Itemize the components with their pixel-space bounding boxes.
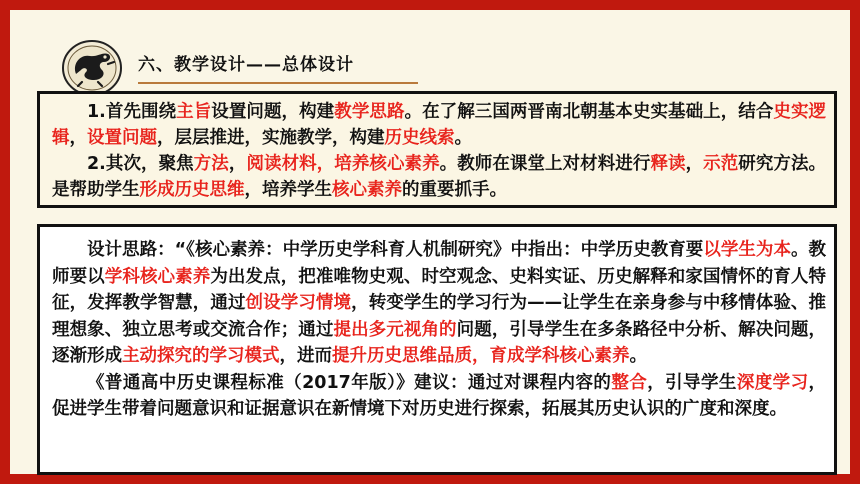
rationale-paragraph-1: [52, 237, 826, 370]
text-segment: 。: [629, 346, 647, 366]
text-segment: ，: [69, 128, 87, 148]
highlighted-phrase: 以学生为本: [703, 240, 791, 260]
design-rationale-box: [37, 224, 837, 475]
highlighted-phrase: 创设学习情境: [245, 293, 352, 313]
text-segment: 2.其次，聚焦: [87, 154, 194, 174]
highlighted-phrase: 阅读材料，培养核心素养: [246, 154, 440, 174]
text-segment: 设计思路：“《核心素养：中学历史学科育人机制研究》中指出：中学历史教育要: [87, 240, 704, 260]
text-segment: ，: [228, 154, 247, 174]
highlighted-phrase: 释读: [650, 154, 686, 174]
text-segment: ，转变学生的学习行为——让学生在亲身参与中移情体验、推理想象、独立思考或交流合作；通过: [52, 293, 827, 340]
page-title-row: [138, 52, 418, 82]
text-segment: 《普通高中历史课程标准（2017年版）》建议：通过对课程内容的: [87, 372, 612, 393]
highlighted-phrase: 形成历史思维: [139, 180, 245, 200]
text-segment: 。在了解三国两晋南北朝基本史实基础上，结合: [404, 102, 774, 122]
dragon-emblem-icon: [62, 40, 122, 96]
highlighted-phrase: 史实逻辑: [52, 102, 827, 148]
highlighted-phrase: 示范: [703, 154, 739, 174]
page-title: 六、教学设计——总体设计: [138, 55, 354, 75]
summary-box: [37, 91, 837, 208]
summary-paragraph-2: [52, 151, 826, 203]
highlighted-phrase: 深度学习: [736, 372, 809, 393]
text-segment: ，引导学生: [647, 372, 737, 393]
rationale-paragraph-2: [52, 370, 826, 423]
text-segment: 。教师要以: [52, 240, 827, 287]
highlighted-phrase: 提出多元视角的: [333, 319, 457, 340]
summary-paragraph-1: [52, 99, 826, 151]
text-segment: 1.首先围绕: [87, 102, 177, 122]
title-underline: [138, 82, 418, 84]
highlighted-phrase: 主旨: [176, 102, 212, 122]
highlighted-phrase: 教学思路: [334, 102, 405, 122]
text-segment: ，层层推进，实施教学，构建: [157, 128, 385, 148]
text-segment: 的重要抓手。: [402, 180, 507, 200]
text-segment: 设置问题，构建: [211, 102, 335, 122]
highlighted-phrase: 主动探究的学习模式: [122, 346, 280, 366]
highlighted-phrase: 核心素养: [332, 180, 402, 200]
text-segment: ，促进学生带着问题意识和证据意识在新情境下对历史进行探索，拓展其历史认识的广度和深度。: [52, 372, 827, 419]
text-segment: 。教师在课堂上对材料进行: [439, 154, 651, 174]
highlighted-phrase: 设置问题: [87, 128, 157, 148]
text-segment: ，: [685, 154, 704, 174]
highlighted-phrase: 提升历史思维品质，育成学科核心素养: [332, 346, 630, 366]
text-segment: 为出发点，把准唯物史观、时空观念、史料实证、历史解释和家国情怀的育人特征，发挥教学智慧，通过: [52, 266, 827, 313]
text-segment: 问题，引导学生在多条路径中分析、解决问题，逐渐形成: [52, 319, 827, 366]
highlighted-phrase: 学科核心素养: [104, 266, 211, 287]
text-segment: ，培养学生: [244, 180, 332, 200]
highlighted-phrase: 历史线索: [384, 128, 455, 148]
highlighted-phrase: 整合: [611, 372, 648, 393]
text-segment: 。: [454, 128, 472, 148]
text-segment: ，进而: [279, 346, 332, 366]
text-segment: 研究方法。是帮助学生: [52, 154, 827, 200]
highlighted-phrase: 方法: [193, 154, 229, 174]
